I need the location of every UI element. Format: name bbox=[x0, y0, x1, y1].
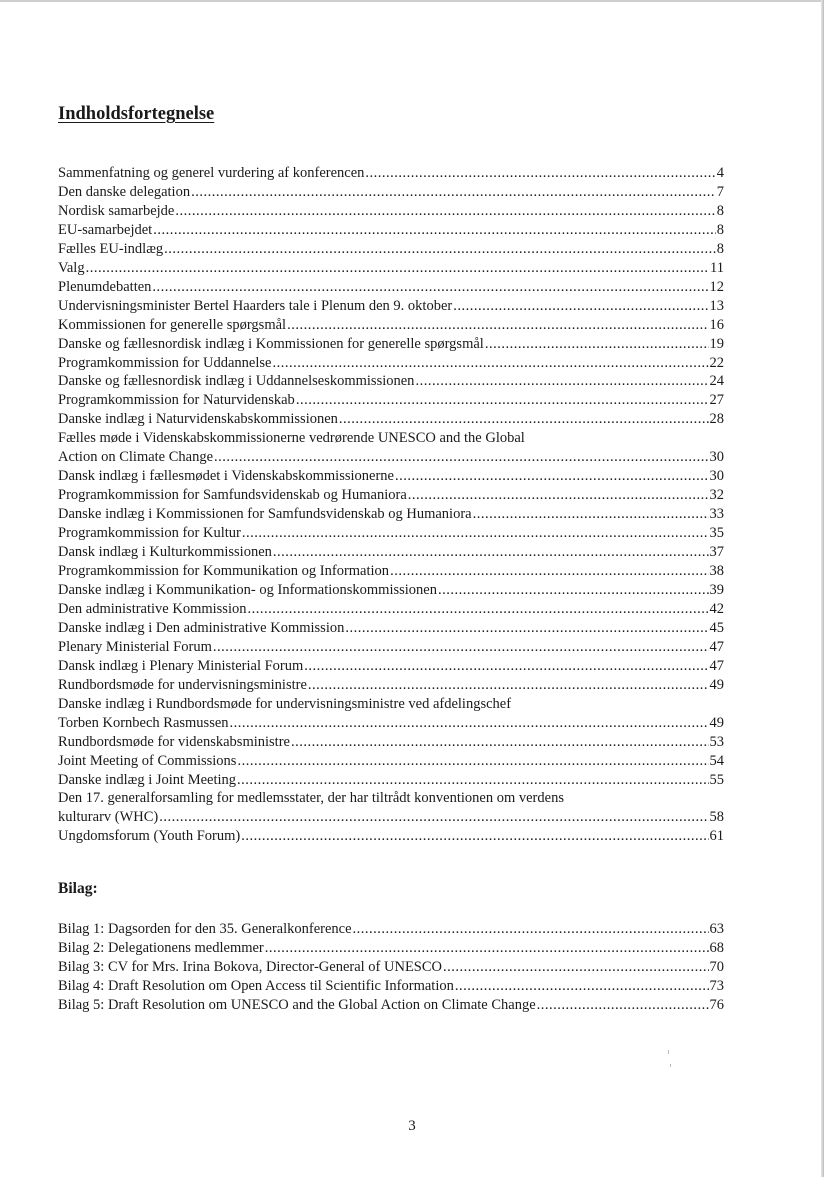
toc-entry-text: Programkommission for Kultur bbox=[58, 525, 241, 542]
toc-entry bbox=[58, 695, 724, 733]
dot-leader bbox=[443, 958, 708, 977]
toc-entry bbox=[58, 486, 724, 505]
toc-entry-page: 24 bbox=[709, 373, 724, 390]
toc-entry bbox=[58, 789, 724, 827]
dot-leader bbox=[390, 562, 708, 581]
toc-entry-line bbox=[58, 657, 724, 676]
toc-entry-line bbox=[58, 316, 724, 335]
toc-entry-line bbox=[58, 202, 724, 221]
toc-entry-text: Danske indlæg i Naturvidenskabskommissionen bbox=[58, 411, 338, 428]
toc-entry-line bbox=[58, 467, 724, 486]
toc-entry-text: Programkommission for Samfundsvidenskab og Humaniora bbox=[58, 487, 407, 504]
toc-entry bbox=[58, 657, 724, 676]
dot-leader bbox=[415, 372, 708, 391]
dot-leader bbox=[438, 581, 709, 600]
toc-entry-line bbox=[58, 619, 724, 638]
toc-entry-page: 49 bbox=[709, 714, 724, 731]
toc-entry bbox=[58, 581, 724, 600]
dot-leader bbox=[485, 335, 709, 354]
dot-leader bbox=[237, 752, 708, 771]
bilag-entry-text: Bilag 4: Draft Resolution om Open Access til Scientific Information bbox=[58, 977, 454, 994]
toc-entry-page: 16 bbox=[709, 316, 724, 333]
bilag-entry-line bbox=[58, 996, 724, 1015]
toc-entry-line bbox=[58, 771, 724, 790]
toc-entry-page: 54 bbox=[709, 752, 724, 769]
toc-entry-text: Programkommission for Kommunikation og Information bbox=[58, 563, 390, 580]
dot-leader bbox=[304, 657, 708, 676]
toc-entry-page: 28 bbox=[709, 411, 724, 428]
toc-entry-line bbox=[58, 183, 724, 202]
toc-entry-page: 11 bbox=[710, 259, 724, 276]
toc-entry-page: 53 bbox=[709, 733, 724, 750]
toc-entry-text: Joint Meeting of Commissions bbox=[58, 752, 237, 769]
toc-entry-text: Ungdomsforum (Youth Forum) bbox=[58, 828, 241, 845]
toc-entry-text: Dansk indlæg i fællesmødet i Videnskabskommissionerne bbox=[58, 468, 394, 485]
dot-leader bbox=[455, 977, 709, 996]
toc-entry-page: 30 bbox=[709, 449, 724, 466]
toc-entry bbox=[58, 429, 724, 467]
dot-leader bbox=[175, 202, 715, 221]
toc-entry-text: Fælles EU-indlæg bbox=[58, 240, 164, 257]
dot-leader bbox=[473, 505, 709, 524]
bilag-entry-text: Bilag 1: Dagsorden for den 35. Generalkonference bbox=[58, 921, 352, 937]
dot-leader bbox=[153, 221, 716, 240]
bilag-entry-line bbox=[58, 977, 724, 996]
bilag-entry-page: 73 bbox=[709, 977, 724, 994]
dot-leader bbox=[287, 316, 708, 335]
toc-entry-line bbox=[58, 827, 724, 846]
toc-entry-text: Dansk indlæg i Kulturkommissionen bbox=[58, 544, 272, 561]
toc-entry-page: 42 bbox=[709, 600, 724, 617]
toc-entry-text: Danske indlæg i Joint Meeting bbox=[58, 771, 237, 788]
toc-entry bbox=[58, 278, 724, 297]
toc-entry-page: 8 bbox=[716, 240, 724, 257]
toc-entry-text: Danske og fællesnordisk indlæg i Kommissionen for generelle spørgsmål bbox=[58, 335, 484, 352]
toc-entry-text: Danske indlæg i Den administrative Kommission bbox=[58, 619, 345, 636]
toc-entry-line bbox=[58, 733, 724, 752]
toc-entry bbox=[58, 619, 724, 638]
toc-entry-line bbox=[58, 391, 724, 410]
dot-leader bbox=[273, 543, 709, 562]
dot-leader bbox=[395, 467, 709, 486]
toc-entry bbox=[58, 259, 724, 278]
toc-entry-page: 30 bbox=[709, 468, 724, 485]
dot-leader bbox=[164, 240, 716, 259]
dot-leader bbox=[453, 297, 708, 316]
bilag-entry-page: 76 bbox=[709, 996, 724, 1013]
dot-leader bbox=[537, 996, 709, 1015]
toc-entry-page: 8 bbox=[716, 221, 724, 238]
toc-entry bbox=[58, 202, 724, 221]
bilag-entry bbox=[58, 996, 724, 1015]
toc-entry-line bbox=[58, 581, 724, 600]
toc-entry bbox=[58, 543, 724, 562]
toc-entry-page: 33 bbox=[709, 506, 724, 523]
toc-entry-text: Torben Kornbech Rasmussen bbox=[58, 714, 229, 731]
toc-entry bbox=[58, 524, 724, 543]
toc-entry-line bbox=[58, 486, 724, 505]
toc-entry-page: 13 bbox=[709, 297, 724, 314]
dot-leader bbox=[230, 714, 709, 733]
toc-entry-line bbox=[58, 638, 724, 657]
toc-entry bbox=[58, 827, 724, 846]
toc-entry-line bbox=[58, 164, 724, 183]
toc-entry-line bbox=[58, 410, 724, 429]
toc-entry bbox=[58, 297, 724, 316]
toc-entry-text: Danske indlæg i Kommissionen for Samfundsvidenskab og Humaniora bbox=[58, 506, 472, 523]
toc-entry-text: Danske og fællesnordisk indlæg i Uddannelseskommissionen bbox=[58, 373, 415, 390]
dot-leader bbox=[247, 600, 708, 619]
toc-entry bbox=[58, 600, 724, 619]
toc-entry-line bbox=[58, 524, 724, 543]
toc-entry-page: 49 bbox=[709, 676, 724, 693]
toc-entry-line bbox=[58, 259, 724, 278]
toc-entry-line bbox=[58, 354, 724, 373]
toc-entry-line bbox=[58, 752, 724, 771]
toc-entry bbox=[58, 164, 724, 183]
toc-entry-page: 32 bbox=[709, 487, 724, 504]
bilag-entry-line bbox=[58, 939, 724, 958]
toc-entry-text: EU-samarbejdet bbox=[58, 221, 153, 238]
toc-entry-line bbox=[58, 505, 724, 524]
page-title: Indholdsfortegnelse bbox=[58, 104, 215, 124]
toc-entry-page: 37 bbox=[709, 544, 724, 561]
toc-entry-text: Kommissionen for generelle spørgsmål bbox=[58, 316, 287, 333]
toc-entry-text: Den administrative Kommission bbox=[58, 600, 247, 617]
bilag-entry-line bbox=[58, 920, 724, 939]
toc-entry-page: 8 bbox=[716, 202, 724, 219]
toc-entry-page: 45 bbox=[709, 619, 724, 636]
dot-leader bbox=[242, 524, 709, 543]
scan-speck bbox=[668, 1050, 669, 1054]
toc-entry-text: Undervisningsminister Bertel Haarders tale i Plenum den 9. oktober bbox=[58, 297, 453, 314]
bilag-entry-text: Bilag 3: CV for Mrs. Irina Bokova, Director-General of UNESCO bbox=[58, 958, 443, 975]
toc-entry bbox=[58, 335, 724, 354]
dot-leader bbox=[265, 939, 709, 958]
dot-leader bbox=[339, 410, 709, 429]
dot-leader bbox=[152, 278, 708, 297]
toc-entry-page: 55 bbox=[709, 771, 724, 788]
toc-entry-page: 47 bbox=[709, 638, 724, 655]
toc-entry-text: Dansk indlæg i Plenary Ministerial Forum bbox=[58, 657, 304, 674]
toc-entry-text-line1: Fælles møde i Videnskabskommissionerne vedrørende UNESCO and the Global bbox=[58, 430, 525, 447]
toc-entry bbox=[58, 316, 724, 335]
page-number: 3 bbox=[408, 1118, 416, 1134]
toc-entry bbox=[58, 221, 724, 240]
toc-entry bbox=[58, 467, 724, 486]
toc-entry-text: Action on Climate Change bbox=[58, 449, 214, 466]
toc-entry bbox=[58, 562, 724, 581]
toc-entry-text: Plenumdebatten bbox=[58, 278, 152, 295]
toc-entry-line bbox=[58, 448, 724, 467]
dot-leader bbox=[191, 183, 716, 202]
toc-entry bbox=[58, 638, 724, 657]
toc-entry-line bbox=[58, 372, 724, 391]
dot-leader bbox=[214, 448, 708, 467]
toc-entry-line bbox=[58, 808, 724, 827]
toc-entry-page: 22 bbox=[709, 354, 724, 371]
dot-leader bbox=[353, 920, 709, 939]
dot-leader bbox=[296, 391, 709, 410]
toc-entry bbox=[58, 676, 724, 695]
dot-leader bbox=[86, 259, 709, 278]
toc-entry-text: Danske indlæg i Kommunikation- og Informationskommissionen bbox=[58, 581, 437, 598]
bilag-entry-text: Bilag 5: Draft Resolution om UNESCO and the Global Action on Climate Change bbox=[58, 996, 536, 1013]
dot-leader bbox=[241, 827, 708, 846]
bilag-list bbox=[58, 920, 724, 1015]
toc-entry-line bbox=[58, 297, 724, 316]
bilag-entry-page: 63 bbox=[709, 921, 724, 937]
toc-entry-page: 39 bbox=[709, 581, 724, 598]
toc-entry-page: 35 bbox=[709, 525, 724, 542]
toc-entry-line bbox=[58, 676, 724, 695]
toc-entry-text: Programkommission for Uddannelse bbox=[58, 354, 272, 371]
toc-entry-page: 7 bbox=[716, 183, 724, 200]
scan-speck bbox=[670, 1064, 671, 1067]
bilag-entry-page: 68 bbox=[709, 939, 724, 956]
toc-entry bbox=[58, 183, 724, 202]
toc-entry-text-line1: Danske indlæg i Rundbordsmøde for undervisningsministre ved afdelingschef bbox=[58, 695, 512, 712]
dot-leader bbox=[365, 164, 715, 183]
toc-entry-text: Valg bbox=[58, 259, 85, 276]
table-of-contents bbox=[58, 164, 724, 846]
toc-entry-page: 58 bbox=[709, 809, 724, 826]
toc-entry-text: Rundbordsmøde for undervisningsministre bbox=[58, 676, 307, 693]
toc-entry bbox=[58, 505, 724, 524]
toc-entry bbox=[58, 372, 724, 391]
toc-entry-page: 61 bbox=[709, 828, 724, 845]
toc-entry-page: 27 bbox=[709, 392, 724, 409]
toc-entry-page: 38 bbox=[709, 563, 724, 580]
toc-entry-text: Nordisk samarbejde bbox=[58, 202, 175, 219]
toc-entry-text: Plenary Ministerial Forum bbox=[58, 638, 212, 655]
toc-entry-text: kulturarv (WHC) bbox=[58, 809, 159, 826]
toc-entry-text: Rundbordsmøde for videnskabsministre bbox=[58, 733, 290, 750]
toc-entry-line bbox=[58, 278, 724, 297]
toc-entry-line bbox=[58, 221, 724, 240]
bilag-entry bbox=[58, 920, 724, 939]
dot-leader bbox=[408, 486, 709, 505]
bilag-entry-text: Bilag 2: Delegationens medlemmer bbox=[58, 939, 264, 956]
toc-entry-line bbox=[58, 562, 724, 581]
bilag-entry bbox=[58, 958, 724, 977]
toc-entry bbox=[58, 752, 724, 771]
toc-entry-text: Den danske delegation bbox=[58, 183, 191, 200]
toc-entry-line bbox=[58, 714, 724, 733]
toc-entry-page: 47 bbox=[709, 657, 724, 674]
toc-entry bbox=[58, 240, 724, 259]
bilag-entry-line bbox=[58, 958, 724, 977]
toc-entry-line bbox=[58, 543, 724, 562]
toc-entry bbox=[58, 354, 724, 373]
dot-leader bbox=[159, 808, 708, 827]
toc-entry-line bbox=[58, 335, 724, 354]
toc-entry-page: 12 bbox=[709, 278, 724, 295]
bilag-entry bbox=[58, 977, 724, 996]
toc-entry bbox=[58, 733, 724, 752]
dot-leader bbox=[345, 619, 708, 638]
dot-leader bbox=[213, 638, 709, 657]
bilag-heading: Bilag: bbox=[58, 880, 98, 897]
page-edge-top bbox=[0, 0, 824, 2]
dot-leader bbox=[308, 676, 709, 695]
toc-entry-text-line1: Den 17. generalforsamling for medlemsstater, der har tiltrådt konventionen om verdens bbox=[58, 790, 564, 807]
toc-entry-text: Sammenfatning og generel vurdering af konferencen bbox=[58, 165, 365, 181]
toc-entry bbox=[58, 391, 724, 410]
bilag-entry bbox=[58, 939, 724, 958]
toc-entry-line bbox=[58, 240, 724, 259]
toc-entry bbox=[58, 410, 724, 429]
dot-leader bbox=[291, 733, 709, 752]
bilag-entry-page: 70 bbox=[709, 958, 724, 975]
toc-entry-line bbox=[58, 600, 724, 619]
toc-entry-page: 19 bbox=[709, 335, 724, 352]
toc-entry-page: 4 bbox=[716, 165, 724, 181]
toc-entry bbox=[58, 771, 724, 790]
dot-leader bbox=[272, 354, 708, 373]
dot-leader bbox=[237, 771, 708, 790]
toc-entry-text: Programkommission for Naturvidenskab bbox=[58, 392, 295, 409]
